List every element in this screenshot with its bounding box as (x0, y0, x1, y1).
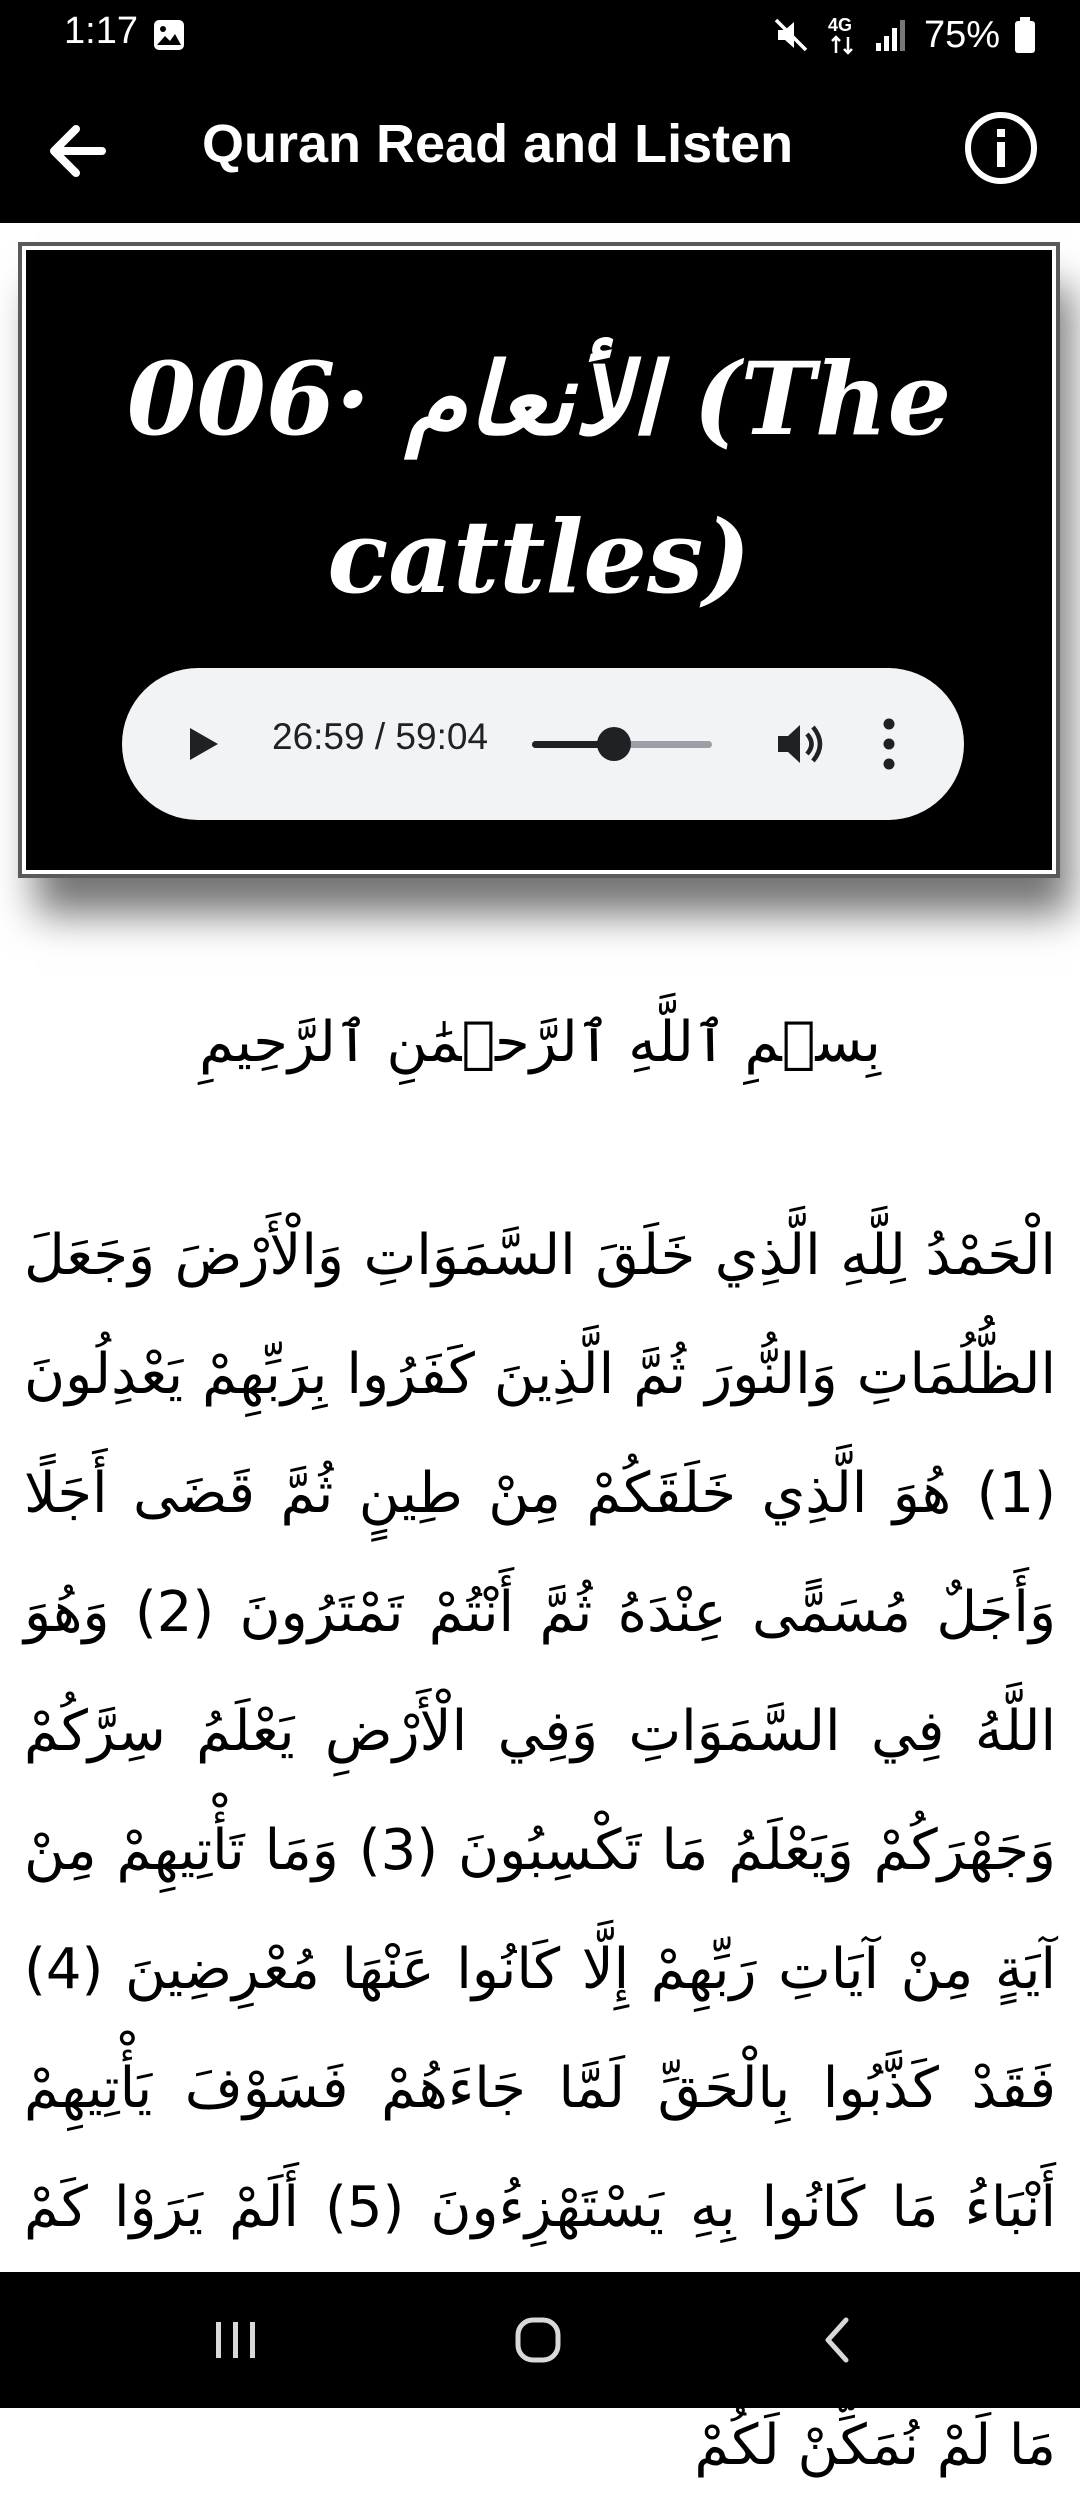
battery-icon (1014, 16, 1036, 54)
audio-seek-slider[interactable] (532, 741, 712, 748)
volume-icon[interactable] (774, 718, 830, 770)
surah-title: 006· الأنعام (The cattles) (126, 340, 952, 616)
page-title: Quran Read and Listen (202, 114, 794, 174)
status-time: 1:17 (64, 10, 138, 52)
image-notification-icon (152, 18, 186, 52)
status-icons (772, 10, 1036, 60)
signal-icon (874, 17, 910, 53)
system-nav-bar (0, 2272, 1080, 2408)
4g-data-icon (826, 13, 860, 57)
recent-apps-icon[interactable] (206, 2312, 266, 2368)
seek-thumb[interactable] (597, 727, 631, 761)
play-icon[interactable] (176, 718, 228, 770)
info-icon[interactable] (962, 109, 1040, 187)
surah-header-card (22, 246, 1056, 874)
audio-player[interactable] (122, 668, 964, 820)
audio-time-display: 26:59 / 59:04 (272, 716, 489, 757)
svg-text:4G: 4G (827, 15, 852, 35)
bismillah-text: بِسۡمِ ٱللَّهِ ٱلرَّحۡمَٰنِ ٱلرَّحِيمِ (199, 1010, 881, 1075)
ayah-text: الْحَمْدُ لِلَّهِ الَّذِي خَلَقَ السَّمَوَاتِ وَالْأَرْضَ وَجَعَلَ الظُّلُمَاتِ وَالنُّورَ ثُمَّ الَّذِينَ كَفَرُوا بِرَبِّهِمْ يَعْدِلُونَ (1) هُوَ الَّذِي خَلَقَكُمْ مِنْ طِينٍ ثُمَّ قَضَى أَجَلًا وَأَجَلٌ مُسَمًّى عِنْدَهُ ثُمَّ أَنْتُمْ تَمْتَرُونَ (2) وَهُوَ اللَّهُ فِي السَّمَوَاتِ وَفِي الْأَرْضِ يَعْلَمُ سِرَّكُمْ وَجَهْرَكُمْ وَيَعْلَمُ مَا تَكْسِبُونَ (3) وَمَا تَأْتِيهِمْ مِنْ آيَةٍ مِنْ آيَاتِ رَبِّهِمْ إِلَّا كَانُوا عَنْهَا مُعْرِضِينَ (4) فَقَدْ كَذَّبُوا بِالْحَقِّ لَمَّا جَاءَهُمْ فَسَوْفَ يَأْتِيهِمْ أَنْبَاءُ مَا كَانُوا بِهِ يَسْتَهْزِءُونَ (5) أَلَمْ يَرَوْا كَمْ مَا لَمْ نُمَكِّنْ لَكُمْ (24, 1223, 1057, 2478)
mute-icon (772, 15, 812, 55)
battery-percentage: 75% (923, 13, 1000, 56)
status-bar (0, 0, 1080, 75)
back-icon[interactable] (808, 2312, 868, 2368)
home-icon[interactable] (508, 2312, 568, 2368)
more-vertical-icon[interactable] (874, 712, 904, 776)
app-bar (0, 75, 1080, 223)
arrow-left-icon[interactable] (42, 115, 114, 187)
